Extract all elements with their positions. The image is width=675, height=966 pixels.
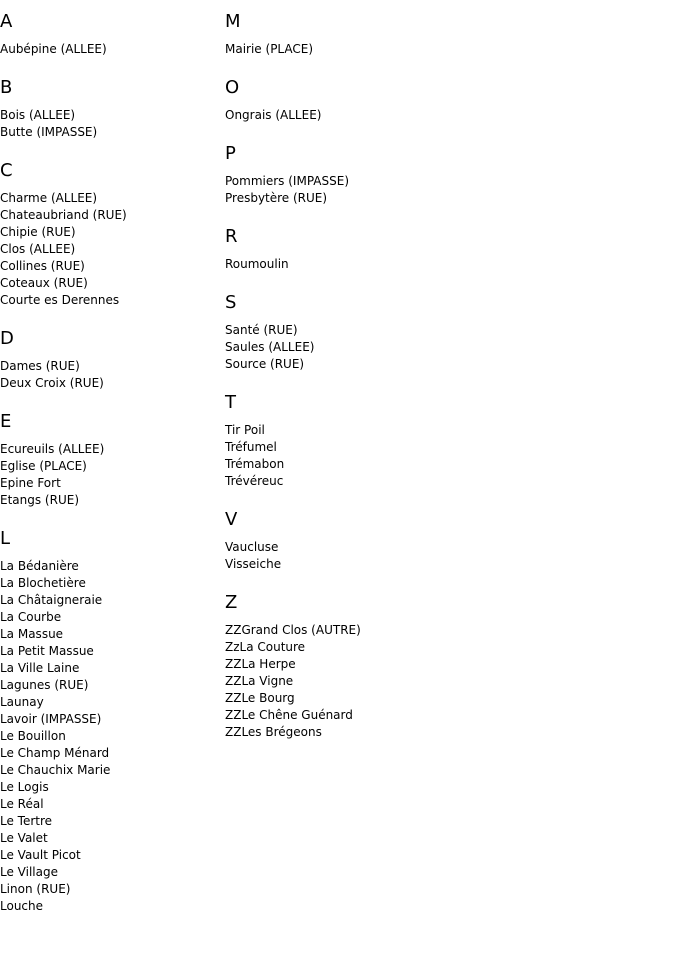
street-name: Le Logis <box>0 780 49 794</box>
street-name: Saules (ALLEE) <box>225 340 315 354</box>
street-name: La Châtaigneraie <box>0 593 103 607</box>
street-name: ZZLa Herpe <box>225 657 296 671</box>
street-name: Le Tertre <box>0 814 53 828</box>
street-name: ZZLa Vigne <box>225 674 294 688</box>
street-name: Le Champ Ménard <box>0 746 110 760</box>
street-name: Etangs (RUE) <box>0 493 79 507</box>
street-name: La Petit Massue <box>0 644 94 658</box>
street-name: La Ville Laine <box>0 661 80 675</box>
letter-section <box>225 592 525 741</box>
street-name: Clos (ALLEE) <box>0 242 76 256</box>
street-name: ZzLa Couture <box>225 640 306 654</box>
letter-heading: S <box>225 292 237 313</box>
street-list <box>0 358 225 392</box>
letter-heading: L <box>0 528 11 549</box>
street-name: Bois (ALLEE) <box>0 108 76 122</box>
street-name: Butte (IMPASSE) <box>0 125 98 139</box>
street-name: Deux Croix (RUE) <box>0 376 104 390</box>
street-name: Santé (RUE) <box>225 323 298 337</box>
street-name: Mairie (PLACE) <box>225 42 314 56</box>
street-name: La Massue <box>0 627 64 641</box>
street-name: ZZLe Bourg <box>225 691 295 705</box>
street-name: Visseiche <box>225 557 282 571</box>
street-name: Ecureuils (ALLEE) <box>0 442 105 456</box>
letter-heading: D <box>0 328 14 349</box>
letter-section <box>0 411 225 509</box>
letter-heading: Z <box>225 592 238 613</box>
street-name: Le Vault Picot <box>0 848 81 862</box>
street-name: Ongrais (ALLEE) <box>225 108 322 122</box>
street-name: ZZLe Chêne Guénard <box>225 708 353 722</box>
street-name: Courte es Derennes <box>0 293 120 307</box>
street-name: Collines (RUE) <box>0 259 85 273</box>
street-name: Le Chauchix Marie <box>0 763 111 777</box>
street-list <box>225 322 525 373</box>
letter-heading: P <box>225 143 236 164</box>
street-name: ZZLes Brégeons <box>225 725 322 739</box>
letter-section <box>225 292 525 373</box>
street-name: Chipie (RUE) <box>0 225 76 239</box>
street-name: Le Valet <box>0 831 48 845</box>
street-list <box>225 41 525 58</box>
street-name: Chateaubriand (RUE) <box>0 208 127 222</box>
street-name: Presbytère (RUE) <box>225 191 328 205</box>
street-name: Le Village <box>0 865 58 879</box>
street-list <box>225 622 525 741</box>
street-list <box>0 558 225 915</box>
street-name: ZZGrand Clos (AUTRE) <box>225 623 361 637</box>
letter-section <box>0 77 225 141</box>
street-list <box>225 256 525 273</box>
street-name: Trévéreuc <box>225 474 284 488</box>
letter-section <box>0 328 225 392</box>
letter-heading: V <box>225 509 238 530</box>
street-list <box>225 422 525 490</box>
street-name: La Courbe <box>0 610 62 624</box>
letter-heading: R <box>225 226 238 247</box>
street-name: Vaucluse <box>225 540 279 554</box>
letter-section <box>225 143 525 207</box>
street-index-left-column <box>0 0 225 934</box>
street-name: Louche <box>0 899 44 913</box>
street-name: Linon (RUE) <box>0 882 71 896</box>
street-name: Coteaux (RUE) <box>0 276 88 290</box>
street-name: Source (RUE) <box>225 357 305 371</box>
street-name: Tir Poil <box>225 423 265 437</box>
street-name: Launay <box>0 695 44 709</box>
street-list <box>225 539 525 573</box>
letter-heading: T <box>225 392 236 413</box>
letter-heading: E <box>0 411 12 432</box>
street-name: Pommiers (IMPASSE) <box>225 174 349 188</box>
letter-section <box>225 392 525 490</box>
letter-heading: A <box>0 11 13 32</box>
street-name: Tréfumel <box>225 440 277 454</box>
street-name: Charme (ALLEE) <box>0 191 98 205</box>
letter-heading: B <box>0 77 13 98</box>
letter-section <box>225 226 525 273</box>
letter-heading: M <box>225 11 241 32</box>
street-name: Eglise (PLACE) <box>0 459 87 473</box>
letter-heading: C <box>0 160 13 181</box>
street-index-right-column <box>225 0 525 760</box>
street-name: Lavoir (IMPASSE) <box>0 712 102 726</box>
letter-section <box>225 509 525 573</box>
street-name: Trémabon <box>225 457 285 471</box>
letter-section <box>225 11 525 58</box>
street-name: Le Bouillon <box>0 729 66 743</box>
street-list <box>225 173 525 207</box>
letter-section <box>0 11 225 58</box>
letter-section <box>225 77 525 124</box>
street-name: Epine Fort <box>0 476 61 490</box>
street-name: Lagunes (RUE) <box>0 678 89 692</box>
letter-section <box>0 528 225 915</box>
street-list <box>0 441 225 509</box>
letter-heading: O <box>225 77 240 98</box>
street-list <box>0 41 225 58</box>
letter-section <box>0 160 225 309</box>
street-name: La Bédanière <box>0 559 79 573</box>
street-list <box>0 190 225 309</box>
street-name: Le Réal <box>0 797 44 811</box>
street-list <box>225 107 525 124</box>
street-name: La Blochetière <box>0 576 86 590</box>
street-name: Dames (RUE) <box>0 359 80 373</box>
street-name: Aubépine (ALLEE) <box>0 42 107 56</box>
street-list <box>0 107 225 141</box>
street-name: Roumoulin <box>225 257 289 271</box>
